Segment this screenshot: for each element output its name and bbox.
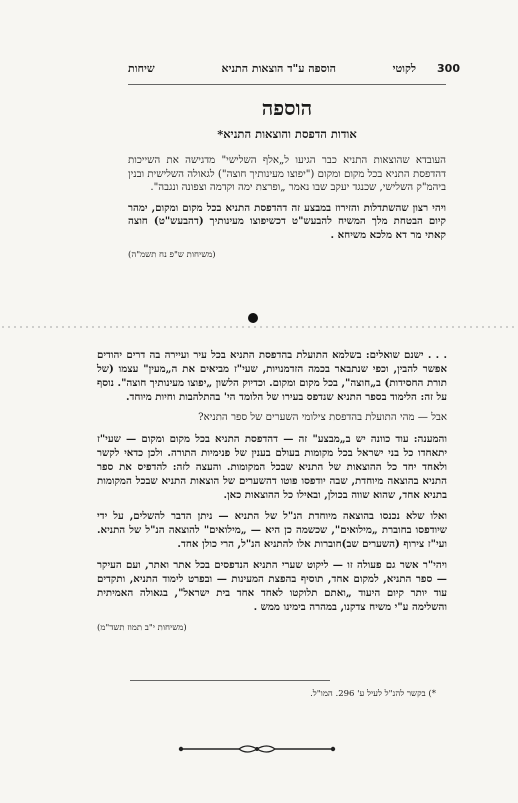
section-2-source: (משיחות י"ב תמוז תשד"מ) [97, 623, 187, 633]
footnote: *) בקשר להנ"ל לעיל ע' 296. המו"ל. [310, 689, 436, 699]
dotted-divider [0, 325, 518, 329]
footnote-rule [130, 680, 330, 681]
decorative-ornament [177, 742, 337, 756]
section-1 [128, 154, 446, 263]
header-section: לקוטי [392, 62, 416, 75]
section-1-paragraph: ויהי רצון שהשתדלות והזירוז במבצע זה דהדפסת התניא בכל מקום ומקום, ימהר קיום הבטחת מלך המשיח להבעש"ט דכשיפוצו מעינותיך (דהבעש"ט) חוצה קאתי מר דא מלכא משיחא . [128, 201, 446, 241]
bullet-ornament [248, 313, 258, 323]
section-2 [97, 348, 447, 635]
section-2-paragraph: . . . ישנם שואלים: בשלמא התועלת בהדפסת התניא בכל עיר ועיירה בה דרים יהודים אפשר להבין, וכפי שנתבאר בכמה הזדמנויות, שעי"ז מביאים את ה„מעין" עצמו (של תורת החסידות) ב„חוצה", בכל מקום ומקום. וכדיוק הלשון „יפוצו מעינותיך חוצה". נוסף על זה: הלימוד בספר התניא שנדפס בעירו של הלומד הי' בהתלהבות וחיות מיוחד. [97, 349, 447, 403]
section-2-paragraph: והמענה: עוד כוונה יש ב„מבצע" זה — דהדפסת התניא בכל מקום ומקום — שעי"ז יתאחדו כל בני ישראל בכל מקומות בעולם בענין של פנימיות התורה. ולכן כדאי לקשר ולאחד יחד כל ההוצאות של התניא שבכל המקומות. והעצה לזה: להדפיס את ספר התניא בהוצאה מיוחדת, שבה יודפסו פוטו דהשערים של הוצאות התניא שבכל המקומות בתניא אחד, שהוא שווה בכולן, ובאילו כל ההוצאות כאן. [97, 433, 447, 501]
section-1-source: (משיחות ש"פ נח תשמ"ה) [128, 250, 216, 260]
section-2-paragraph: אבל — מהי התועלת בהדפסת צילומי השערים של ספר התניא? [198, 412, 447, 423]
page-number: 300 [437, 62, 460, 75]
page-subtitle: אודות הדפסת והוצאות התניא* [217, 127, 357, 141]
header-rule [128, 84, 446, 85]
running-header [128, 62, 460, 80]
section-2-paragraph: ואלו שלא נכנסו בהוצאה מיוחדת הנ"ל של התניא — ניתן הדבר להשלים, על ידי שיודפסו בחוברת „מילואים", שכשמה כן היא — „מילואים" להוצאה הנ"ל של התניא. ועי"ז צירוף (השערים שב)חוברות אלו להתניא הנ"ל, הרי כולן אחד. [97, 510, 447, 550]
header-center: הוספה ע"ד הוצאות התניא [221, 62, 336, 75]
page-title: הוספה [261, 96, 313, 120]
header-topic: שיחות [128, 62, 155, 75]
section-2-paragraph: ויהי"ר אשר גם פעולה זו — ליקוט שערי התניא הנדפסים בכל אתר ואתר, ועם העיקר — ספר התניא, למקום אחד, תוסיף בהפצת המעינות — ובפרט לימוד התניא, ותקדים עוד יותר קיום היעוד „ואתם תלוקטו לאחד אחד בית ישראל", בגאולה האמיתית והשלימה ע"י משיח צדקנו, במהרה בימינו ממש . [97, 559, 447, 613]
section-1-paragraph: העובדא שהוצאות התניא כבר הגיעו ל„אלף השלישי" מדגישה את השייכות דהדפסת התניא בכל מקום ומקום ("יפוצו מעינותיך חוצה") לגאולה השלישית ובנין ביהמ"ק השלישי, שכנגד יעקב שבו נאמר „ופרצת ימה וקדמה וצפונה ונגבה". [128, 155, 446, 193]
